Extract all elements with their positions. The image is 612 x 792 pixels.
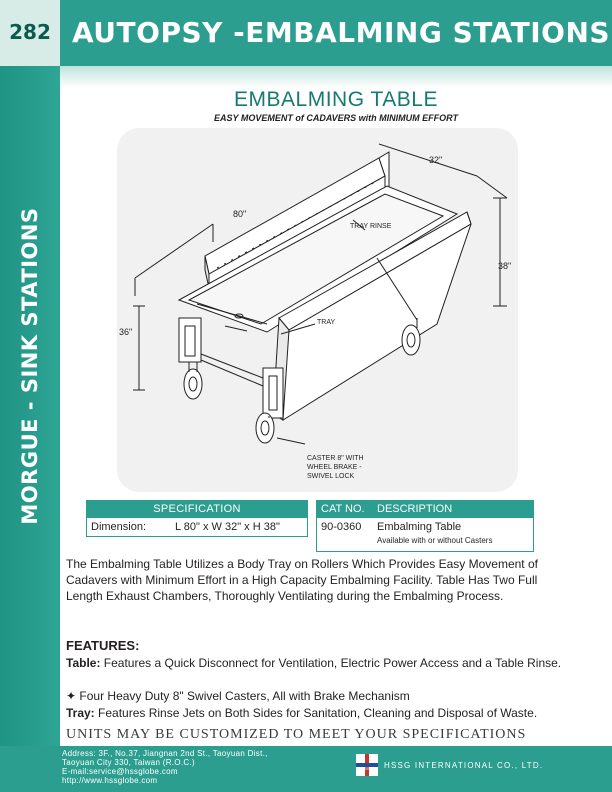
dim-length-label: 80" (233, 209, 247, 219)
cat-no-header: CAT NO. (321, 503, 365, 515)
feature-table-label: Table: (66, 656, 101, 670)
product-drawing (117, 128, 518, 492)
caster-label-line-3: SWIVEL LOCK (307, 473, 355, 480)
feature-tray (66, 706, 562, 721)
side-category-label: MORGUE - SINK STATIONS (18, 207, 42, 525)
footer-email[interactable]: E-mail:service@hssglobe.com (62, 767, 178, 776)
features-title: FEATURES: (66, 638, 140, 653)
product-subtitle: EASY MOVEMENT of CADAVERS with MINIMUM EFFORT (213, 113, 458, 123)
embalming-table-illustration (117, 128, 518, 492)
footer-website[interactable]: http://www.hssglobe.com (62, 776, 158, 785)
company-logo-icon (356, 754, 378, 776)
caster-rear-right (402, 325, 420, 355)
specification-table (86, 500, 308, 537)
feature-table-text: Features a Quick Disconnect for Ventilation, Electric Power Access and a Table Rinse. (100, 656, 562, 670)
footer-address-line-1: Address: 3F., No.37, Jiangnan 2nd St., Taoyuan Dist., (62, 749, 268, 758)
footer-contact (62, 749, 268, 785)
dim-width-label: 32" (429, 155, 443, 165)
feature-casters (66, 689, 562, 704)
feature-tray-label: Tray: (66, 706, 95, 720)
side-band (0, 66, 60, 746)
feature-tray-text: Features Rinse Jets on Both Sides for Sanitation, Cleaning and Disposal of Waste. (94, 706, 538, 720)
catalog-note: Available with or without Casters (377, 536, 493, 545)
dimension-row (87, 518, 307, 536)
feature-casters-text: Four Heavy Duty 8" Swivel Casters, All with Brake Mechanism (76, 689, 410, 703)
catalog-number: 90-0360 (321, 521, 362, 533)
caster-front-left (184, 362, 202, 399)
bullet-icon: ✦ (66, 689, 77, 703)
catalog-description: Embalming Table (377, 521, 462, 533)
company-name: HSSG INTERNATIONAL CO., LTD. (384, 761, 544, 770)
tray-label: TRAY (317, 319, 336, 326)
dimension-label: Dimension: (91, 521, 147, 533)
product-description: The Embalming Table Utilizes a Body Tray on Rollers Which Provides Easy Movement of Cadavers with Minimum Effort in a High Capacity Embalming Facility. Table Has Two Full Length Exhaust Chambers, Thoroughly Ventilating during the Embalming Process. (66, 557, 538, 603)
catalog-row (317, 518, 533, 551)
footer-address-line-2: Taoyuan City 330, Taiwan (R.O.C.) (62, 758, 195, 767)
tray-rinse-label: TRAY RINSE (350, 223, 392, 230)
specification-header: SPECIFICATION (87, 501, 307, 518)
page-title: AUTOPSY -EMBALMING STATIONS (72, 16, 611, 49)
feature-table (66, 656, 562, 671)
caster-front-right (256, 413, 274, 443)
catalog-table (316, 500, 534, 552)
dimension-value: L 80" x W 32" x H 38" (175, 521, 280, 533)
dim-height-right-label: 38" (498, 261, 512, 271)
logo-text: HSSG (361, 766, 373, 771)
caster-label-line-2: WHEEL BRAKE - (307, 464, 362, 471)
description-header: DESCRIPTION (377, 503, 453, 515)
front-left-leg (179, 318, 201, 362)
page-number: 282 (9, 20, 51, 44)
dim-line-width (379, 144, 477, 176)
catalog-header (317, 501, 533, 518)
customization-banner: UNITS MAY BE CUSTOMIZED TO MEET YOUR SPECIFICATIONS (66, 727, 527, 742)
product-title: EMBALMING TABLE (234, 88, 438, 111)
dim-height-left-label: 36" (119, 327, 133, 337)
dim-line-length (135, 224, 213, 278)
header-fade (60, 66, 612, 88)
caster-label-line-1: CASTER 8" WITH (307, 455, 364, 462)
leader-caster (277, 438, 305, 444)
